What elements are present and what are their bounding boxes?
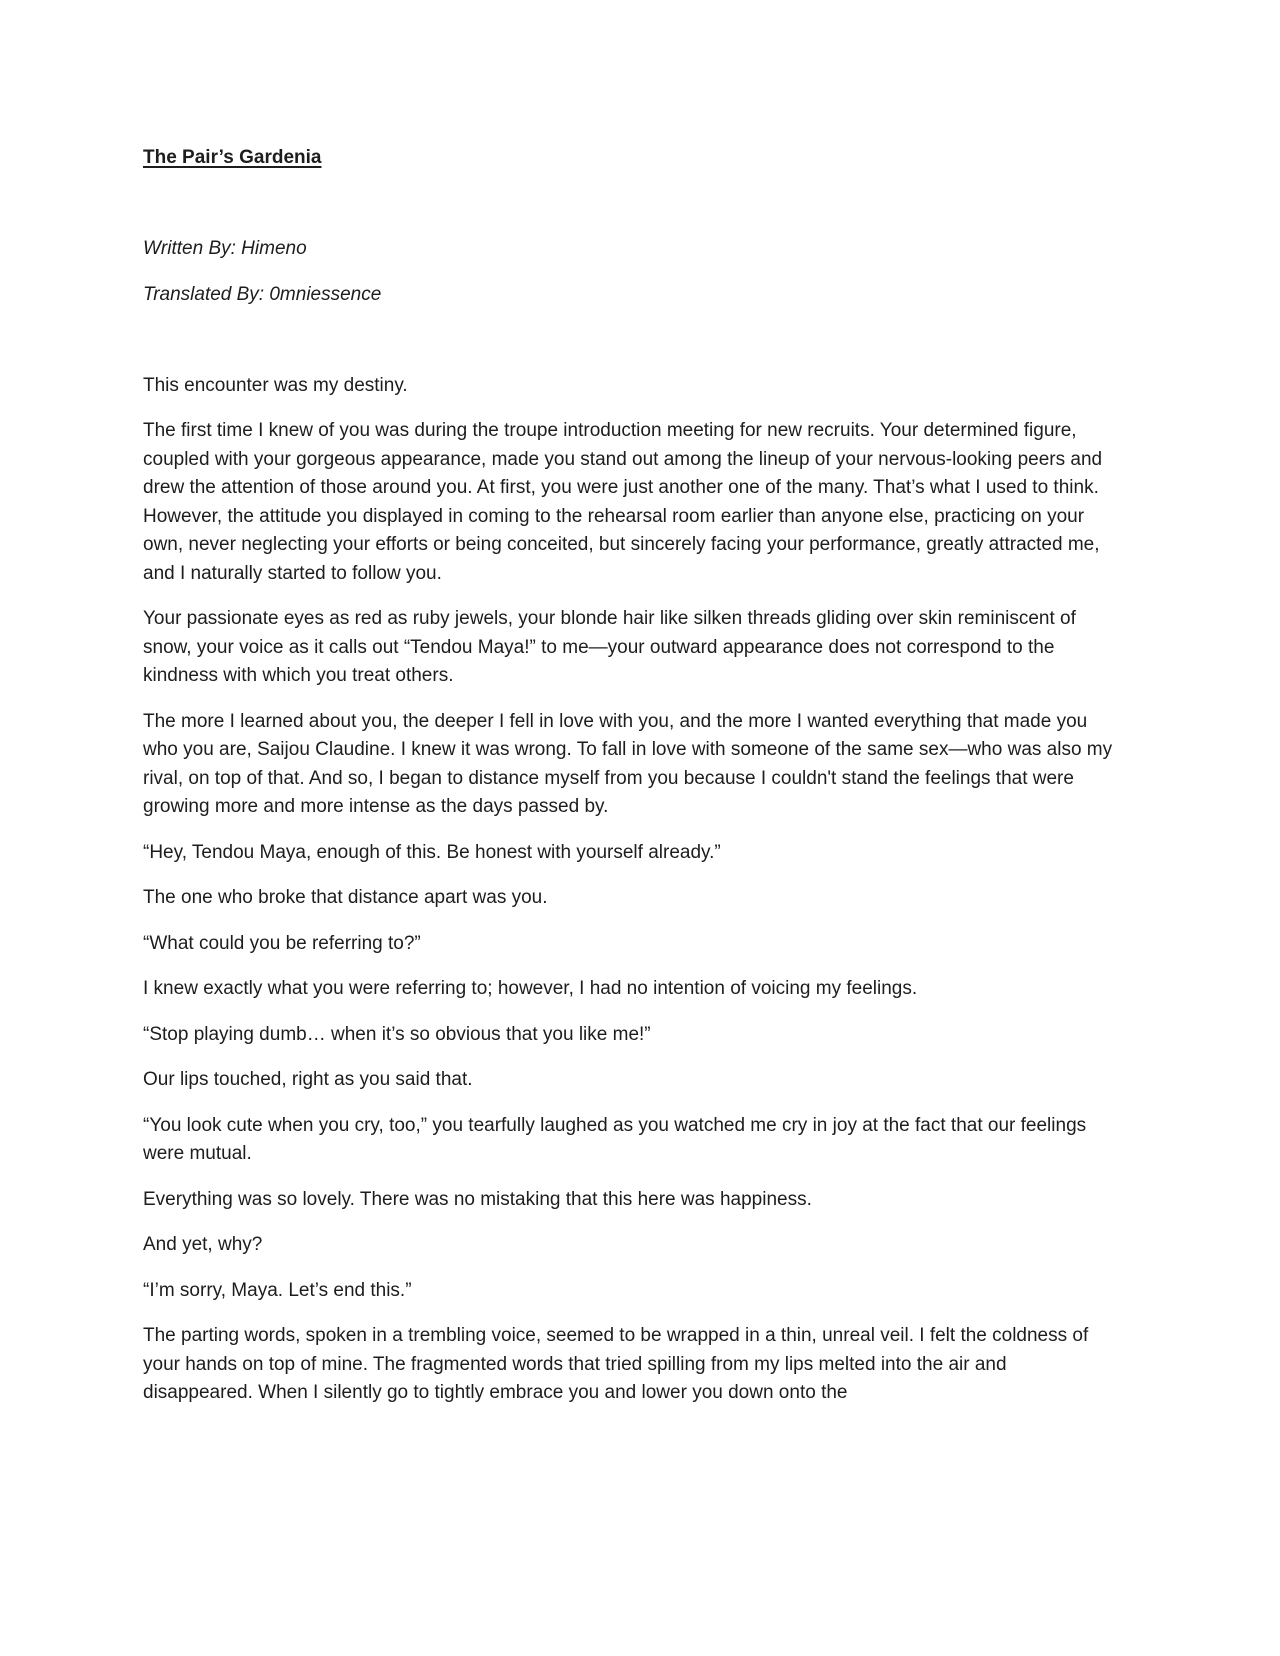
byline-written-by: Written By: Himeno [143, 238, 307, 259]
paragraph: The first time I knew of you was during the troupe introduction meeting for new recruits. Your determined figure, coupled with your gorgeous appearance, made you stand out among the lineup of your nervous-looking peers and drew the attention of those around you. At first, you were just another one of the many. That’s what I used to think. However, the attitude you displayed in coming to the rehearsal room earlier than anyone else, practicing on your own, never neglecting your efforts or being conceited, but sincerely facing your performance, greatly attracted me, and I naturally started to follow you. [143, 420, 1103, 584]
paragraph: The one who broke that distance apart was you. [143, 887, 548, 908]
document-content [143, 144, 1118, 1425]
paragraph: “Hey, Tendou Maya, enough of this. Be honest with yourself already.” [143, 841, 721, 863]
paragraph: “What could you be referring to?” [143, 932, 421, 954]
byline-translated-by: Translated By: 0mniessence [143, 283, 382, 305]
paragraph: The more I learned about you, the deeper I fell in love with you, and the more I wanted everything that made you who you are, Saijou Claudine. I knew it was wrong. To fall in love with someone of the same sex—who was also my rival, on top of that. And so, I began to distance myself from you because I couldn't stand the feelings that were growing more and more intense as the days passed by. [143, 710, 1113, 817]
paragraph: “I’m sorry, Maya. Let’s end this.” [143, 1279, 412, 1301]
paragraph: And yet, why? [143, 1234, 263, 1255]
paragraph: “Stop playing dumb… when it’s so obvious that you like me!” [143, 1023, 651, 1045]
paragraph: This encounter was my destiny. [143, 374, 408, 396]
paragraph: Our lips touched, right as you said that. [143, 1069, 473, 1090]
paragraph: “You look cute when you cry, too,” you tearfully laughed as you watched me cry in joy at the fact that our feelings were mutual. [143, 1114, 1087, 1164]
paragraph: The parting words, spoken in a trembling voice, seemed to be wrapped in a thin, unreal veil. I felt the coldness of your hands on top of mine. The fragmented words that tried spilling from my lips melted into the air and disappeared. When I silently go to tightly embrace you and lower you down onto the [143, 1325, 1089, 1403]
paragraph: I knew exactly what you were referring to; however, I had no intention of voicing my feelings. [143, 978, 918, 999]
blank-line [143, 190, 1118, 236]
document-title: The Pair’s Gardenia [143, 147, 322, 168]
paragraph: Everything was so lovely. There was no mistaking that this here was happiness. [143, 1188, 812, 1210]
paragraph: Your passionate eyes as red as ruby jewels, your blonde hair like silken threads gliding over skin reminiscent of snow, your voice as it calls out “Tendou Maya!” to me—your outward appearance does not correspond to the kindness with which you treat others. [143, 608, 1076, 686]
blank-line [143, 326, 1118, 372]
